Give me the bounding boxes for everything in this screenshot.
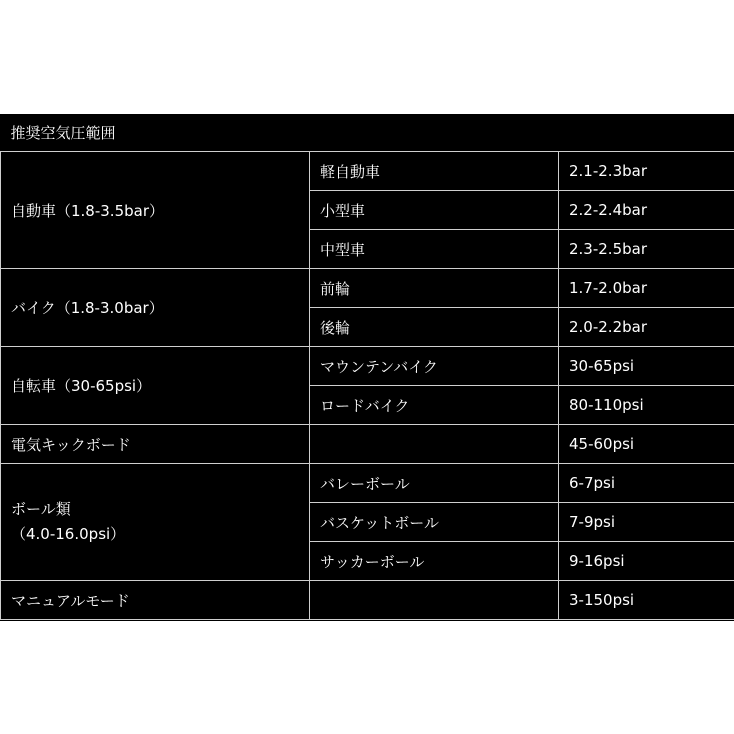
vehicle-type-cell: サッカーボール	[310, 542, 559, 581]
pressure-range-cell: 6-7psi	[559, 464, 734, 503]
category-cell: マニュアルモード	[1, 581, 310, 620]
table-title: 推奨空気圧範囲	[1, 114, 734, 152]
table-row	[1, 464, 734, 503]
category-cell	[1, 464, 310, 581]
pressure-range-cell: 2.2-2.4bar	[559, 191, 734, 230]
table-row	[1, 425, 734, 464]
vehicle-type-cell	[310, 581, 559, 620]
table-row	[1, 581, 734, 620]
category-cell: 自動車（1.8-3.5bar）	[1, 152, 310, 269]
pressure-range-cell: 7-9psi	[559, 503, 734, 542]
table-header-row	[1, 114, 734, 152]
vehicle-type-cell: 後輪	[310, 308, 559, 347]
vehicle-type-cell: バレーボール	[310, 464, 559, 503]
pressure-range-cell: 9-16psi	[559, 542, 734, 581]
vehicle-type-cell: ロードバイク	[310, 386, 559, 425]
category-label: ボール類	[11, 500, 71, 518]
pressure-range-cell: 80-110psi	[559, 386, 734, 425]
vehicle-type-cell: 中型車	[310, 230, 559, 269]
pressure-range-cell: 3-150psi	[559, 581, 734, 620]
pressure-range-cell: 45-60psi	[559, 425, 734, 464]
pressure-range-cell: 2.0-2.2bar	[559, 308, 734, 347]
category-sublabel: （4.0-16.0psi）	[11, 525, 126, 543]
table-row	[1, 347, 734, 386]
pressure-table-container	[0, 114, 734, 621]
vehicle-type-cell: 前輪	[310, 269, 559, 308]
category-cell: バイク（1.8-3.0bar）	[1, 269, 310, 347]
table-row	[1, 152, 734, 191]
vehicle-type-cell: マウンテンバイク	[310, 347, 559, 386]
pressure-table	[0, 114, 734, 620]
vehicle-type-cell: バスケットボール	[310, 503, 559, 542]
pressure-range-cell: 30-65psi	[559, 347, 734, 386]
category-cell: 電気キックボード	[1, 425, 310, 464]
vehicle-type-cell: 小型車	[310, 191, 559, 230]
vehicle-type-cell: 軽自動車	[310, 152, 559, 191]
vehicle-type-cell	[310, 425, 559, 464]
pressure-range-cell: 2.1-2.3bar	[559, 152, 734, 191]
pressure-range-cell: 2.3-2.5bar	[559, 230, 734, 269]
category-cell: 自転車（30-65psi）	[1, 347, 310, 425]
pressure-range-cell: 1.7-2.0bar	[559, 269, 734, 308]
table-row	[1, 269, 734, 308]
